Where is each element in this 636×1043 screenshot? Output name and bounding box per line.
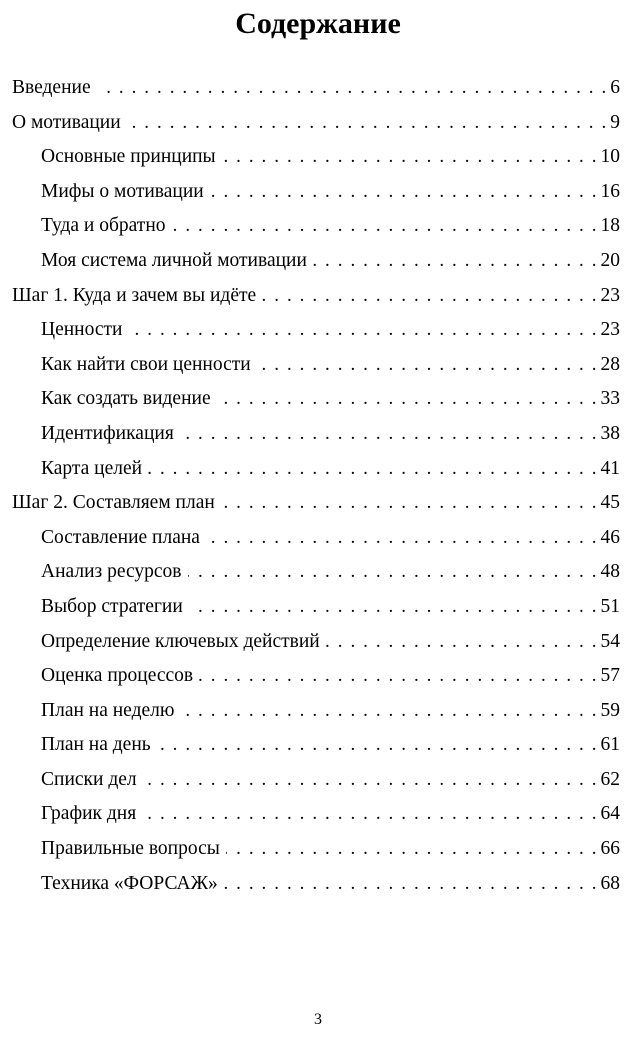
toc-entry-title: Как найти свои ценности [41,353,251,375]
toc-entry-page: 45 [600,492,620,514]
toc-subsection-entry [12,797,620,832]
dot-leader [97,71,607,106]
toc-entry-title: Техника «ФОРСАЖ» [41,872,218,894]
toc-entry-page: 66 [600,838,620,860]
toc-entry-title: Основные принципы [41,146,216,168]
page-number: 3 [314,1011,322,1028]
toc-subsection-entry [12,175,620,210]
dot-leader [262,279,596,314]
toc-entry-title: О мотивации [12,111,121,133]
toc-subsection-entry [12,832,620,867]
toc-entry-title: План на неделю [41,699,175,721]
toc-entry-title: График дня [41,803,137,825]
toc-entry-title: Шаг 2. Составляем план [12,492,215,514]
dot-leader [172,209,597,244]
toc-subsection-entry [12,521,620,556]
toc-subsection-entry [12,209,620,244]
page-title: Содержание [235,7,401,40]
toc-entry-title: Как создать видение [41,388,211,410]
toc-entry-title: Оценка процессов [41,665,194,687]
toc-subsection-entry [12,348,620,383]
toc-entry-page: 28 [600,353,620,375]
toc-entry-title: Списки дел [41,768,137,790]
toc-subsection-entry [12,417,620,452]
toc-entry-page: 51 [600,595,620,617]
toc-entry-page: 62 [600,768,620,790]
dot-leader [189,590,597,625]
dot-leader [221,486,597,521]
toc-entry-title: Идентификация [41,422,174,444]
dot-leader [180,417,597,452]
toc-subsection-entry [12,313,620,348]
toc-subsection-entry [12,140,620,175]
toc-entry-page: 54 [600,630,620,652]
dot-leader [148,452,596,487]
toc-subsection-entry [12,659,620,694]
toc-entry-page: 48 [600,561,620,583]
dot-leader [217,382,597,417]
toc-entry-page: 68 [600,872,620,894]
toc-entry-page: 16 [600,180,620,202]
dot-leader [206,521,597,556]
dot-leader [128,313,596,348]
dot-leader [257,348,597,383]
dot-leader [199,659,596,694]
toc-subsection-entry [12,382,620,417]
toc-section-entry [12,106,620,141]
toc-entry-page: 23 [600,284,620,306]
toc-entry-page: 38 [600,422,620,444]
table-of-contents [12,71,620,901]
toc-entry-page: 20 [600,249,620,271]
dot-leader [143,763,597,798]
dot-leader [188,555,597,590]
dot-leader [142,797,596,832]
toc-entry-page: 18 [600,215,620,237]
dot-leader [224,867,597,902]
toc-entry-page: 41 [600,457,620,479]
toc-subsection-entry [12,763,620,798]
toc-entry-title: Правильные вопросы [41,838,220,860]
toc-entry-page: 59 [600,699,620,721]
toc-subsection-entry [12,625,620,660]
toc-section-entry [12,279,620,314]
toc-entry-page: 57 [600,665,620,687]
toc-subsection-entry [12,555,620,590]
toc-section-entry [12,486,620,521]
toc-entry-title: Составление плана [41,526,200,548]
toc-entry-page: 10 [600,146,620,168]
toc-subsection-entry [12,867,620,902]
toc-subsection-entry [12,694,620,729]
toc-entry-title: Определение ключевых действий [41,630,320,652]
toc-entry-page: 23 [600,319,620,341]
toc-entry-title: Шаг 1. Куда и зачем вы идёте [12,284,257,306]
dot-leader [180,694,596,729]
toc-entry-title: План на день [41,734,151,756]
toc-subsection-entry [12,452,620,487]
toc-subsection-entry [12,244,620,279]
toc-section-entry [12,71,620,106]
toc-entry-title: Моя система личной мотивации [41,249,307,271]
toc-entry-title: Ценности [41,319,123,341]
toc-entry-page: 33 [600,388,620,410]
toc-entry-page: 46 [600,526,620,548]
toc-entry-title: Введение [12,77,91,98]
toc-entry-title: Карта целей [41,457,143,479]
toc-entry-page: 9 [610,111,620,133]
toc-entry-page: 64 [600,803,620,825]
toc-entry-title: Туда и обратно [41,215,166,237]
dot-leader [210,175,597,210]
toc-entry-title: Анализ ресурсов [41,561,182,583]
dot-leader [222,140,597,175]
toc-subsection-entry [12,728,620,763]
dot-leader [326,625,597,660]
toc-entry-page: 61 [600,734,620,756]
dot-leader [127,106,607,141]
dot-leader [313,244,597,279]
toc-entry-title: Мифы о мотивации [41,180,204,202]
dot-leader [157,728,597,763]
dot-leader [226,832,597,867]
toc-entry-title: Выбор стратегии [41,595,183,617]
toc-entry-page: 6 [610,77,620,98]
toc-subsection-entry [12,590,620,625]
